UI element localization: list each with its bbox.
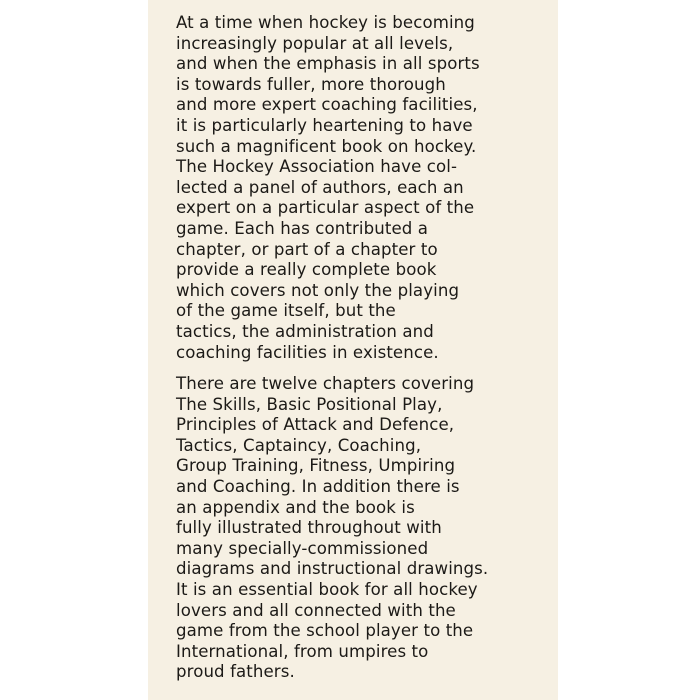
text-line: Principles of Attack and Defence, [176, 415, 455, 435]
text-line: diagrams and instructional drawings. [176, 559, 489, 579]
text-line: proud fathers. [176, 662, 295, 682]
text-line: an appendix and the book is [176, 497, 415, 517]
text-line: game from the school player to the [176, 621, 474, 641]
text-line: It is an essential book for all hockey [176, 579, 478, 599]
text-line: fully illustrated throughout with [176, 518, 442, 538]
text-line: increasingly popular at all levels, [176, 33, 454, 53]
text-line: There are twelve chapters covering [176, 374, 475, 393]
text-line: many specially-commissioned [176, 538, 429, 558]
text-line: and Coaching. In addition there is [176, 476, 460, 496]
text-line: lected a panel of authors, each an [176, 177, 464, 197]
text-line: and when the emphasis in all sports [176, 54, 480, 74]
text-line: of the game itself, but the [176, 301, 396, 321]
text-line: At a time when hockey is becoming [176, 13, 475, 32]
text-line: game. Each has contributed a [176, 218, 429, 238]
blurb-paragraph-2 [176, 374, 556, 683]
text-line: coaching facilities in existence. [176, 342, 439, 362]
text-line: it is particularly heartening to have [176, 115, 473, 135]
text-line: provide a really complete book [176, 260, 437, 280]
text-line: The Hockey Association have col- [176, 157, 458, 177]
text-line: chapter, or part of a chapter to [176, 239, 438, 259]
text-line: International, from umpires to [176, 641, 429, 661]
text-line: Group Training, Fitness, Umpiring [176, 456, 456, 476]
text-line: Tactics, Captaincy, Coaching, [176, 435, 422, 455]
text-line: lovers and all connected with the [176, 600, 456, 620]
text-line: expert on a particular aspect of the [176, 198, 475, 218]
blurb-paragraph-1 [176, 13, 556, 363]
text-line: is towards fuller, more thorough [176, 74, 446, 94]
text-line: and more expert coaching facilities, [176, 95, 478, 115]
text-line: such a magnificent book on hockey. [176, 136, 477, 156]
text-line: The Skills, Basic Positional Play, [176, 394, 443, 414]
text-line: which covers not only the playing [176, 280, 460, 300]
text-line: tactics, the administration and [176, 321, 434, 341]
